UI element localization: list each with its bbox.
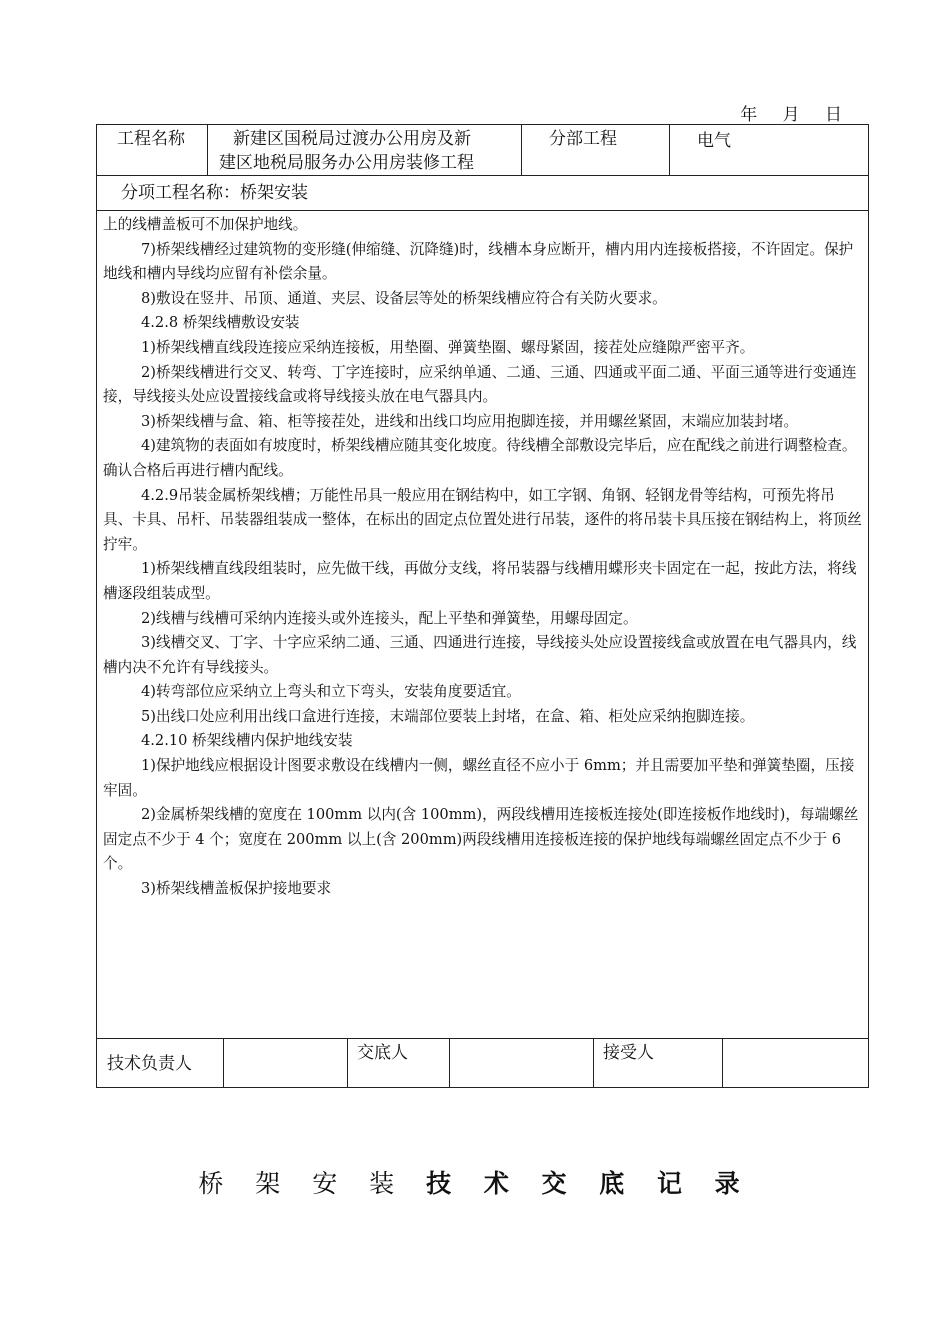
content-line: 7)桥架线槽经过建筑物的变形缝(伸缩缝、沉降缝)时，线槽本身应断开，槽内用内连接板搭接，不许固定。保护地线和槽内导线均应留有补偿余量。 <box>103 240 854 283</box>
day-label: 日 <box>825 105 844 125</box>
content-line: 2)金属桥架线槽的宽度在 100mm 以内(含 100mm)，两段线槽用连接板连接处(即连接板作地线时)，每端螺丝固定点不少于 4 个；宽度在 200mm 以上(含 200mm)两段线槽用连接板连接的保护地线每端螺丝固定点不少于 6 个。 <box>103 806 859 873</box>
subitem-name: 分项工程名称：桥架安装 <box>121 183 308 203</box>
content-line: 5)出线口处应利用出线口盒进行连接，末端部位要装上封堵，在盒、箱、柜处应采纳抱脚连接。 <box>141 707 755 725</box>
discloser-label: 交底人 <box>357 1043 408 1063</box>
project-name-label: 工程名称 <box>117 129 185 149</box>
project-name-value <box>219 127 519 175</box>
content-line: 4)建筑物的表面如有坡度时，桥架线槽应随其变化坡度。待线槽全部敷设完毕后，应在配线之前进行调整检查。确认合格后再进行槽内配线。 <box>103 437 857 479</box>
project-name-line1: 新建区国税局过渡办公用房及新 <box>233 129 471 149</box>
col-divider <box>449 1038 450 1088</box>
row-divider <box>97 175 868 176</box>
content-line: 4.2.8 桥架线槽敷设安装 <box>141 314 300 332</box>
tech-lead-label: 技术负责人 <box>107 1054 192 1074</box>
content-line: 1)桥架线槽直线段连接应采纳连接板，用垫圈、弹簧垫圈、螺母紧固，接茬处应缝隙严密平齐。 <box>141 338 755 356</box>
col-divider <box>722 1038 723 1088</box>
col-divider <box>223 1038 224 1088</box>
date-line <box>96 100 844 125</box>
col-divider <box>207 125 208 175</box>
division-label: 分部工程 <box>549 129 617 149</box>
content-line: 4.2.9吊装金属桥架线槽；万能性吊具一般应用在钢结构中，如工字钢、角钢、轻钢龙骨等结构，可预先将吊具、卡具、吊杆、吊装器组装成一整体，在标出的固定点位置处进行吊装，逐件的将吊装卡具压接在钢结构上，将顶丝拧牢。 <box>103 486 862 553</box>
disclosure-content <box>103 213 863 902</box>
content-line: 1)桥架线槽直线段组装时，应先做干线，再做分支线，将吊装器与线槽用蝶形夹卡固定在一起，按此方法，将线槽逐段组装成型。 <box>103 560 857 602</box>
col-divider <box>347 1038 348 1088</box>
row-divider <box>97 210 868 211</box>
title-part1: 桥 架 安 装 <box>198 1169 407 1198</box>
disclosure-table <box>96 124 869 1088</box>
project-name-line2: 建区地税局服务办公用房装修工程 <box>219 153 474 173</box>
col-divider <box>593 1038 594 1088</box>
row-divider <box>97 1038 868 1039</box>
content-line: 3)桥架线槽盖板保护接地要求 <box>141 880 332 898</box>
content-line: 2)桥架线槽进行交叉、转弯、丁字连接时，应采纳单通、二通、三通、四通或平面二通、平面三通等进行变通连接，导线接头处应设置接线盒或将导线接头放在电气器具内。 <box>103 363 857 406</box>
content-line: 4)转弯部位应采纳立上弯头和立下弯头，安装角度要适宜。 <box>141 683 521 701</box>
col-divider <box>521 125 522 175</box>
content-line: 4.2.10 桥架线槽内保护地线安装 <box>141 732 353 750</box>
document-title <box>0 1164 950 1200</box>
content-line: 2)线槽与线槽可采纳内连接头或外连接头，配上平垫和弹簧垫，用螺母固定。 <box>141 609 638 627</box>
content-line: 1)保护地线应根据设计图要求敷设在线槽内一侧，螺丝直径不应小于 6mm；并且需要加平垫和弹簧垫圈，压接牢固。 <box>103 757 855 799</box>
title-part2: 技 术 交 底 记 录 <box>426 1169 752 1198</box>
content-line: 8)敷设在竖井、吊顶、通道、夹层、设备层等处的桥架线槽应符合有关防火要求。 <box>141 289 667 307</box>
receiver-label: 接受人 <box>603 1043 654 1063</box>
content-line: 3)桥架线槽与盒、箱、柜等接茬处，进线和出线口均应用抱脚连接，并用螺丝紧固，末端应加装封堵。 <box>141 412 799 430</box>
division-value: 电气 <box>697 131 731 151</box>
year-label: 年 <box>740 105 760 125</box>
month-label: 月 <box>782 105 802 125</box>
content-line: 3)线槽交叉、丁字、十字应采纳二通、三通、四通进行连接，导线接头处应设置接线盒或放置在电气器具内，线槽内决不允许有导线接头。 <box>103 634 857 676</box>
col-divider <box>669 125 670 175</box>
content-line: 上的线槽盖板可不加保护地线。 <box>103 216 308 233</box>
